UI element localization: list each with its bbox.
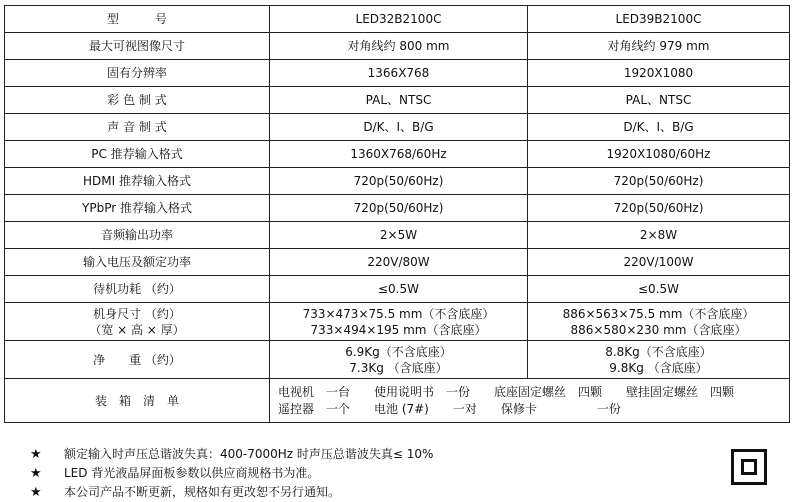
row-value-a: PAL、NTSC [270, 87, 528, 114]
header-label: 型 号 [5, 6, 270, 33]
row-value-b: ≤0.5W [528, 276, 790, 303]
weight-a-line-2: 7.3Kg （含底座） [349, 360, 448, 375]
row-label: 固有分辨率 [5, 60, 270, 87]
model-a-header: LED32B2100C [270, 6, 528, 33]
dimensions-a-line-1: 733×473×75.5 mm（不含底座） [302, 306, 495, 321]
footnote-item [30, 464, 433, 483]
header-row [5, 6, 790, 33]
row-label: 声 音 制 式 [5, 114, 270, 141]
row-value-a: ≤0.5W [270, 276, 528, 303]
row-label: 彩 色 制 式 [5, 87, 270, 114]
star-icon: ★ [30, 485, 42, 500]
star-icon: ★ [30, 466, 42, 481]
row-value-a: 1360X768/60Hz [270, 141, 528, 168]
weight-b-line-2: 9.8Kg （含底座） [609, 360, 708, 375]
double-square-icon [731, 449, 767, 485]
table-row [5, 195, 790, 222]
table-row [5, 141, 790, 168]
row-value-b: D/K、I、B/G [528, 114, 790, 141]
row-label: 最大可视图像尺寸 [5, 33, 270, 60]
row-value-a: 720p(50/60Hz) [270, 168, 528, 195]
table-row [5, 87, 790, 114]
star-icon: ★ [30, 447, 42, 462]
footnote-item [30, 445, 433, 464]
row-value-a: 1366X768 [270, 60, 528, 87]
dimensions-a-line-2: 733×494×195 mm（含底座） [310, 322, 487, 337]
row-value-b: 720p(50/60Hz) [528, 168, 790, 195]
table-row [5, 60, 790, 87]
table-row [5, 276, 790, 303]
row-value-b: 720p(50/60Hz) [528, 195, 790, 222]
dimensions-value-b [528, 303, 790, 341]
weight-b-line-1: 8.8Kg（不含底座） [605, 344, 712, 359]
packing-line-2: 遥控器 一个 电池 (7#) 一对 保修卡 一份 [278, 401, 621, 416]
row-value-b: 1920X1080 [528, 60, 790, 87]
row-label: HDMI 推荐输入格式 [5, 168, 270, 195]
table-row [5, 249, 790, 276]
row-label: 音频输出功率 [5, 222, 270, 249]
spec-table [4, 5, 790, 423]
weight-a-line-1: 6.9Kg（不含底座） [345, 344, 452, 359]
row-value-b: 2×8W [528, 222, 790, 249]
footnote-item [30, 483, 433, 502]
row-value-a: 2×5W [270, 222, 528, 249]
row-value-a: 720p(50/60Hz) [270, 195, 528, 222]
weight-label: 净 重 （约） [5, 341, 270, 379]
packing-line-1: 电视机 一台 使用说明书 一份 底座固定螺丝 四颗 壁挂固定螺丝 四颗 [278, 384, 735, 399]
weight-row [5, 341, 790, 379]
footnote-text: 额定输入时声压总谐波失真：400-7000Hz 时声压总谐波失真≤ 10% [64, 447, 434, 461]
dimensions-label-line-1: 机身尺寸 （约） [93, 306, 181, 321]
dimensions-b-line-1: 886×563×75.5 mm（不含底座） [562, 306, 755, 321]
row-value-a: 220V/80W [270, 249, 528, 276]
row-value-b: 对角线约 979 mm [528, 33, 790, 60]
table-row [5, 222, 790, 249]
table-row [5, 33, 790, 60]
row-value-b: 220V/100W [528, 249, 790, 276]
packing-row [5, 379, 790, 423]
footnotes [30, 445, 433, 502]
dimensions-value-a [270, 303, 528, 341]
dimensions-row [5, 303, 790, 341]
weight-value-a [270, 341, 528, 379]
dimensions-label-line-2: （宽 × 高 × 厚） [89, 322, 185, 337]
row-value-a: 对角线约 800 mm [270, 33, 528, 60]
footnote-text: 本公司产品不断更新，规格如有更改恕不另行通知。 [64, 485, 341, 499]
table-row [5, 114, 790, 141]
row-label: PC 推荐输入格式 [5, 141, 270, 168]
row-label: 待机功耗 （约） [5, 276, 270, 303]
packing-list [270, 379, 790, 423]
row-label: YPbPr 推荐输入格式 [5, 195, 270, 222]
row-value-b: PAL、NTSC [528, 87, 790, 114]
weight-value-b [528, 341, 790, 379]
dimensions-b-line-2: 886×580×230 mm（含底座） [570, 322, 747, 337]
packing-label: 装 箱 清 单 [5, 379, 270, 423]
row-label: 输入电压及额定功率 [5, 249, 270, 276]
row-value-b: 1920X1080/60Hz [528, 141, 790, 168]
table-row [5, 168, 790, 195]
double-square-inner [741, 459, 757, 475]
row-value-a: D/K、I、B/G [270, 114, 528, 141]
model-b-header: LED39B2100C [528, 6, 790, 33]
footnote-text: LED 背光液晶屏面板参数以供应商规格书为准。 [64, 466, 320, 480]
dimensions-label [5, 303, 270, 341]
